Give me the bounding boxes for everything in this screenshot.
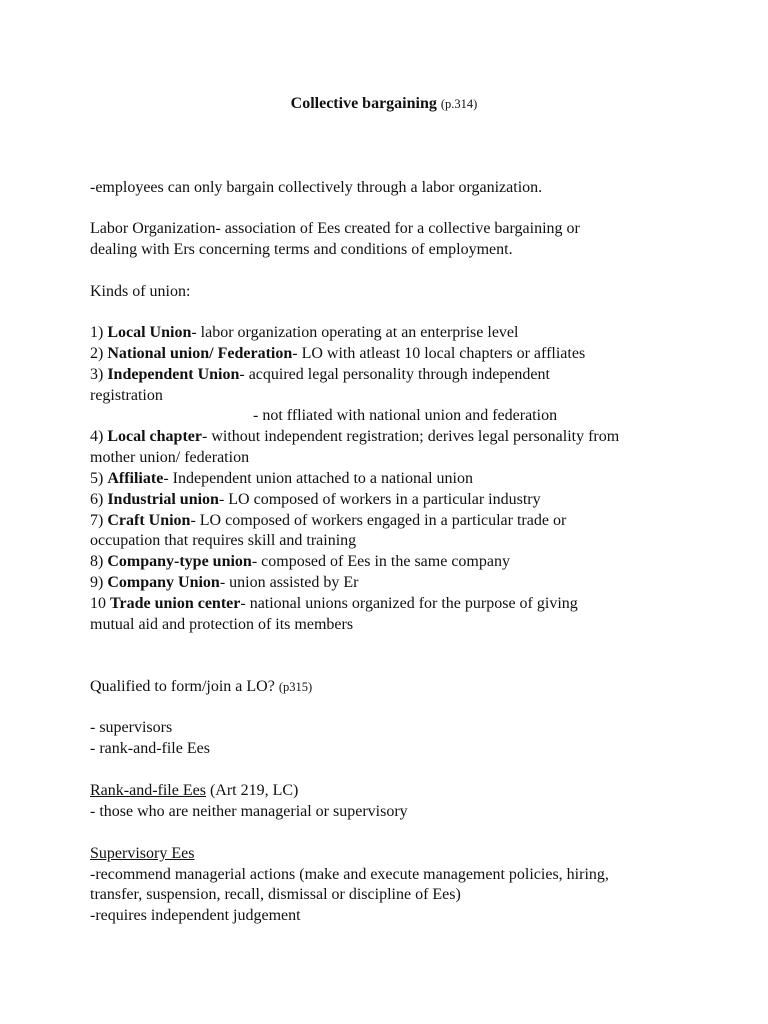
union-number: 2) bbox=[90, 345, 108, 362]
union-number: 7) bbox=[90, 512, 108, 529]
union-term: Affiliate bbox=[107, 470, 164, 487]
labor-org-definition-line1: Labor Organization- association of Ees created for a collective bargaining or bbox=[90, 220, 580, 237]
supervisory-desc-line: -recommend managerial actions (make and execute management policies, hiring, bbox=[90, 866, 609, 883]
union-number: 6) bbox=[90, 491, 108, 508]
qualified-item-rank-and-file: - rank-and-file Ees bbox=[90, 740, 210, 757]
union-desc-continuation: mutual aid and protection of its members bbox=[90, 616, 354, 633]
union-term: Company Union bbox=[107, 574, 220, 591]
supervisory-desc-line: transfer, suspension, recall, dismissal or discipline of Ees) bbox=[90, 886, 461, 903]
union-item bbox=[90, 572, 358, 593]
qualified-heading bbox=[90, 676, 312, 698]
union-term: National union/ Federation bbox=[107, 345, 293, 362]
union-desc: - Independent union attached to a national union bbox=[163, 470, 473, 487]
rank-and-file-ref: (Art 219, LC) bbox=[205, 782, 299, 799]
union-desc: - LO composed of workers engaged in a particular trade or bbox=[190, 512, 567, 529]
union-item bbox=[90, 322, 518, 343]
union-term: Independent Union bbox=[107, 366, 240, 383]
union-item bbox=[90, 468, 473, 489]
union-number: 5) bbox=[90, 470, 108, 487]
union-desc: - labor organization operating at an enterprise level bbox=[191, 324, 519, 341]
supervisory-desc-line: -requires independent judgement bbox=[90, 907, 301, 924]
union-term: Trade union center bbox=[110, 595, 241, 612]
union-item bbox=[90, 489, 541, 510]
kinds-heading: Kinds of union: bbox=[90, 283, 191, 300]
union-number: 1) bbox=[90, 324, 108, 341]
union-number: 10 bbox=[90, 595, 110, 612]
supervisory-heading bbox=[90, 843, 194, 864]
document-title bbox=[0, 93, 768, 115]
union-term: Craft Union bbox=[107, 512, 191, 529]
union-desc: - union assisted by Er bbox=[219, 574, 359, 591]
union-number: 9) bbox=[90, 574, 108, 591]
title-text: Collective bargaining bbox=[290, 95, 437, 112]
union-desc-extra: - not ffliated with national union and federation bbox=[253, 407, 558, 424]
title-page-ref: (p.314) bbox=[440, 97, 478, 111]
union-item bbox=[90, 364, 550, 385]
union-term: Local chapter bbox=[107, 428, 202, 445]
rank-and-file-term: Rank-and-file Ees bbox=[90, 782, 206, 799]
labor-org-definition-line2: dealing with Ers concerning terms and conditions of employment. bbox=[90, 241, 513, 258]
supervisory-term: Supervisory Ees bbox=[90, 845, 195, 862]
union-term: Local Union bbox=[107, 324, 192, 341]
union-item bbox=[90, 551, 510, 572]
union-number: 3) bbox=[90, 366, 108, 383]
intro-text: -employees can only bargain collectively through a labor organization. bbox=[90, 179, 543, 196]
union-number: 4) bbox=[90, 428, 108, 445]
union-desc: - composed of Ees in the same company bbox=[251, 553, 510, 570]
union-term: Industrial union bbox=[107, 491, 219, 508]
union-desc: - without independent registration; derives legal personality from bbox=[201, 428, 620, 445]
union-item bbox=[90, 426, 619, 447]
union-desc-continuation: mother union/ federation bbox=[90, 449, 250, 466]
rank-and-file-desc: - those who are neither managerial or supervisory bbox=[90, 803, 408, 820]
qualified-item-supervisors: - supervisors bbox=[90, 719, 173, 736]
union-item bbox=[90, 343, 585, 364]
union-term: Company-type union bbox=[107, 553, 252, 570]
union-desc: - LO with atleast 10 local chapters or affliates bbox=[292, 345, 586, 362]
union-item bbox=[90, 593, 578, 614]
rank-and-file-heading bbox=[90, 780, 298, 801]
union-desc-continuation: occupation that requires skill and training bbox=[90, 532, 357, 549]
union-desc: - LO composed of workers in a particular industry bbox=[218, 491, 541, 508]
union-desc-continuation: registration bbox=[90, 387, 163, 404]
union-desc: - national unions organized for the purpose of giving bbox=[240, 595, 578, 612]
qualified-page-ref: (p315) bbox=[278, 680, 313, 694]
union-desc: - acquired legal personality through independent bbox=[239, 366, 550, 383]
qualified-text: Qualified to form/join a LO? bbox=[90, 678, 279, 695]
union-item bbox=[90, 510, 566, 531]
union-number: 8) bbox=[90, 553, 108, 570]
